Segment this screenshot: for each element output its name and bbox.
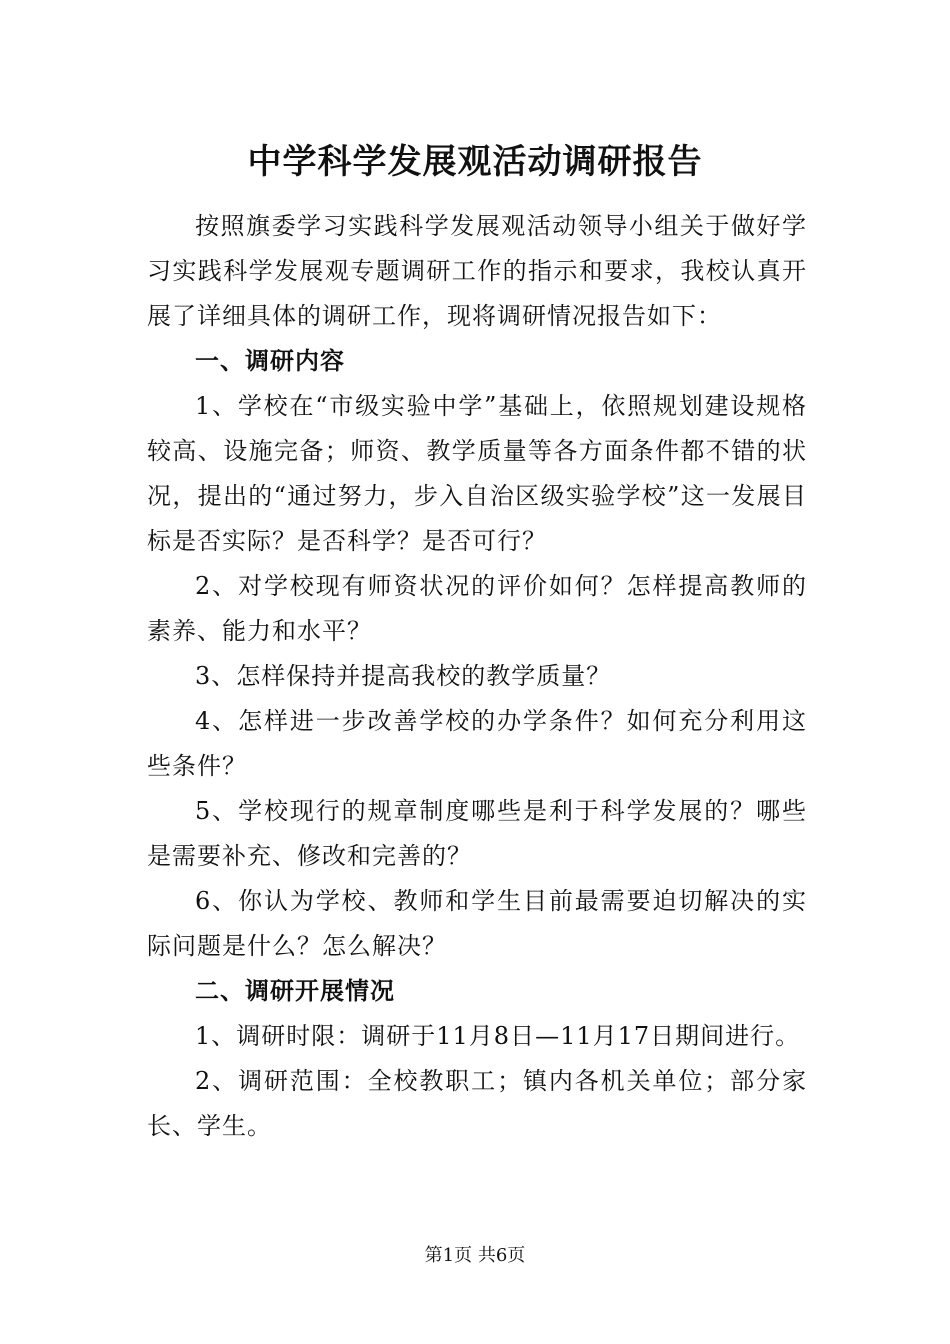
list-item: 2、对学校现有师资状况的评价如何？怎样提高教师的素养、能力和水平？ [147,572,807,645]
list-item: 4、怎样进一步改善学校的办学条件？如何充分利用这些条件？ [147,707,807,780]
list-item: 2、调研范围：全校教职工；镇内各机关单位；部分家长、学生。 [147,1067,807,1140]
intro-paragraph: 按照旗委学习实践科学发展观活动领导小组关于做好学习实践科学发展观专题调研工作的指示和要求，我校认真开展了详细具体的调研工作，现将调研情况报告如下： [147,212,807,330]
section-heading-research-progress: 二、调研开展情况 [195,977,395,1005]
document-title: 中学科学发展观活动调研报告 [247,142,703,182]
list-item: 1、学校在“市级实验中学”基础上，依照规划建设规格较高、设施完备；师资、教学质量等各方面条件都不错的状况，提出的“通过努力，步入自治区级实验学校”这一发展目标是否实际？是否科学？是否可行？ [147,392,807,555]
list-item: 3、怎样保持并提高我校的教学质量？ [195,662,612,690]
list-item: 6、你认为学校、教师和学生目前最需要迫切解决的实际问题是什么？怎么解决？ [147,887,807,960]
list-item: 1、调研时限：调研于11月8日—11月17日期间进行。 [195,1022,801,1050]
section-heading-research-content: 一、调研内容 [195,347,345,375]
list-item: 5、学校现行的规章制度哪些是利于科学发展的？哪些是需要补充、修改和完善的？ [147,797,807,870]
page-number-footer: 第1页 共6页 [424,1245,526,1266]
document-body [147,204,807,1149]
